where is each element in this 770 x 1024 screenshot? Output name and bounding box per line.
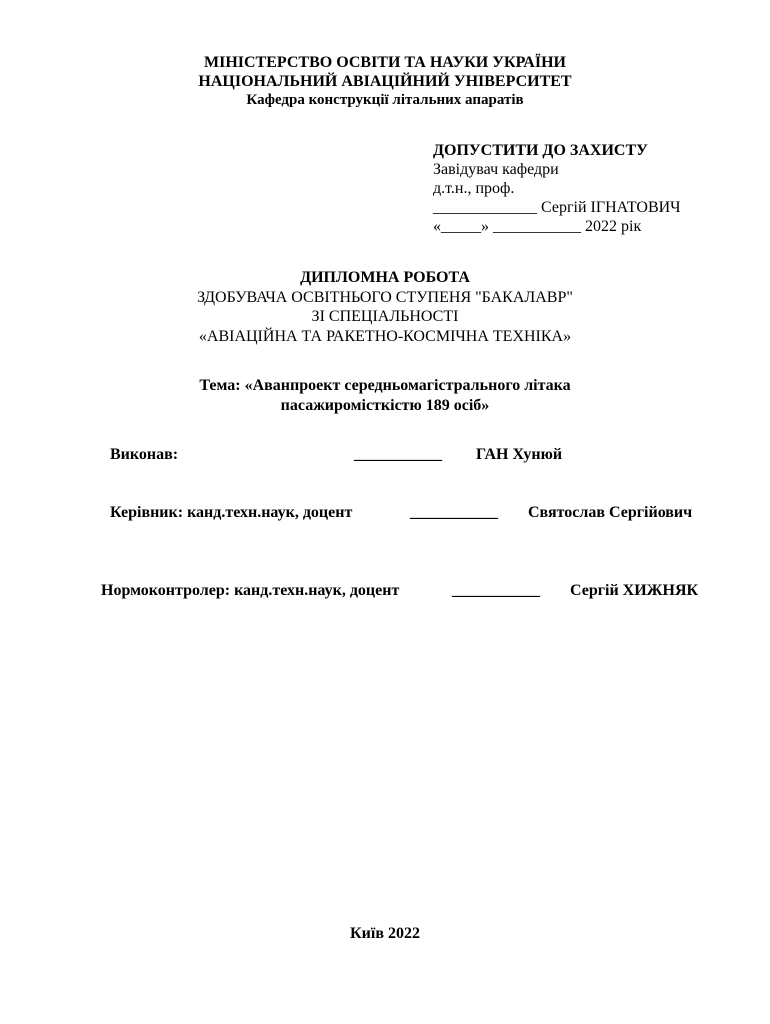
work-degree-line: ЗДОБУВАЧА ОСВІТНЬОГО СТУПЕНЯ "БАКАЛАВР" [197, 289, 573, 306]
approval-block [433, 141, 681, 236]
work-specialty-label: ЗІ СПЕЦІАЛЬНОСТІ [311, 308, 459, 325]
department-heading: Кафедра конструкції літальних апаратів [246, 92, 524, 108]
normcontroller-name: Сергій ХИЖНЯК [570, 582, 699, 599]
performer-label: Виконав: [110, 446, 179, 463]
supervisor-label: Керівник: канд.техн.наук, доцент [110, 504, 353, 521]
approval-position: Завідувач кафедри [433, 161, 559, 178]
university-heading: НАЦІОНАЛЬНИЙ АВІАЦІЙНИЙ УНІВЕРСИТЕТ [198, 73, 572, 90]
normcontroller-signature-line: ___________ [452, 582, 540, 599]
approval-signature-line: _____________ Сергій ІГНАТОВИЧ [433, 199, 681, 216]
work-specialty-name: «АВІАЦІЙНА ТА РАКЕТНО-КОСМІЧНА ТЕХНІКА» [198, 328, 572, 345]
normcontroller-label: Нормоконтролер: канд.техн.наук, доцент [101, 582, 400, 599]
ministry-heading: МІНІСТЕРСТВО ОСВІТИ ТА НАУКИ УКРАЇНИ [204, 54, 566, 71]
topic-line-2: пасажиромісткістю 189 осіб» [280, 397, 490, 414]
approval-date-line: «_____» ___________ 2022 рік [433, 218, 642, 235]
work-title: ДИПЛОМНА РОБОТА [300, 269, 470, 286]
approval-title: ДОПУСТИТИ ДО ЗАХИСТУ [433, 142, 648, 159]
performer-name: ГАН Хунюй [476, 446, 563, 463]
performer-signature-line: ___________ [354, 446, 442, 463]
city-year: Київ 2022 [350, 925, 420, 942]
supervisor-signature-line: ___________ [410, 504, 498, 521]
approval-degree: д.т.н., проф. [433, 180, 515, 197]
topic-line-1: Тема: «Аванпроект середньомагістрального літака [199, 377, 571, 394]
supervisor-name: Святослав Сергійович [528, 504, 693, 521]
